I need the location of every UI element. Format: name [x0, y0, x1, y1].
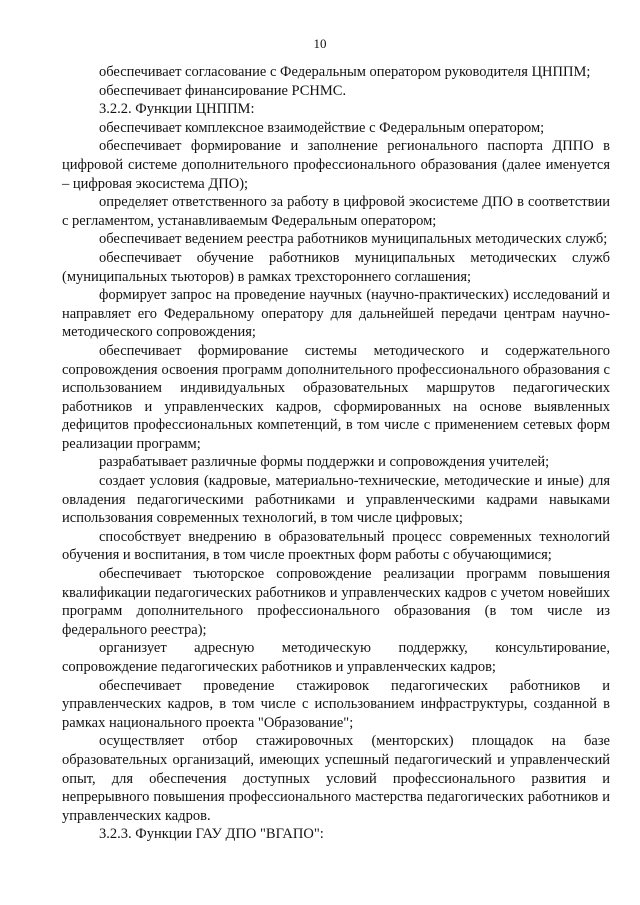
document-body	[62, 63, 610, 844]
paragraph: осуществляет отбор стажировочных (менторских) площадок на базе образовательных организаций, имеющих успешный педагогический и управленческий опыт, для обеспечения доступных условий профессионального развития и непрерывного повышения профессионального мастерства педагогических работников и управленческих кадров.	[62, 733, 610, 824]
paragraph: создает условия (кадровые, материально-технические, методические и иные) для овладения педагогическими работниками и управленческими кадрами навыками использования современных технологий, в том числе цифровых;	[62, 473, 610, 527]
paragraph: способствует внедрению в образовательный процесс современных технологий обучения и воспитания, в том числе проектных форм работы с обучающимися;	[62, 528, 610, 564]
paragraph: обеспечивает формирование и заполнение регионального паспорта ДППО в цифровой системе дополнительного профессионального образования (далее именуется – цифровая экосистема ДПО);	[62, 138, 610, 192]
section-heading: 3.2.3. Функции ГАУ ДПО "ВГАПО":	[99, 826, 324, 843]
paragraph: определяет ответственного за работу в цифровой экосистеме ДПО в соответствии с регламентом, устанавливаемым Федеральным оператором;	[62, 194, 610, 229]
paragraph: обеспечивает комплексное взаимодействие с Федеральным оператором;	[99, 119, 545, 136]
page-number: 10	[313, 36, 327, 51]
paragraph: разрабатывает различные формы поддержки и сопровождения учителей;	[99, 454, 550, 471]
section-heading: 3.2.2. Функции ЦНППМ:	[99, 101, 255, 118]
paragraph: обеспечивает финансирование РСНМС.	[99, 82, 347, 99]
paragraph: организует адресную методическую поддержку, консультирование, сопровождение педагогических работников и управленческих кадров;	[62, 640, 610, 675]
paragraph: обеспечивает проведение стажировок педагогических работников и управленческих кадров, в том числе с использованием инфраструктуры, созданной в рамках национального проекта "Образование";	[62, 677, 610, 731]
paragraph: обеспечивает обучение работников муниципальных методических служб (муниципальных тьюторов) в рамках трехстороннего соглашения;	[62, 249, 610, 285]
paragraph: обеспечивает ведением реестра работников муниципальных методических служб;	[99, 231, 608, 248]
paragraph: обеспечивает согласование с Федеральным оператором руководителя ЦНППМ;	[99, 64, 591, 80]
paragraph: обеспечивает тьюторское сопровождение реализации программ повышения квалификации педагогических работников и управленческих кадров с учетом новейших программ дополнительного профессионального образования (в том числе из федерального реестра);	[62, 566, 610, 638]
paragraph: формирует запрос на проведение научных (научно-практических) исследований и направляет его Федеральному оператору для дальнейшей передачи центрам научно-методического сопровождения;	[62, 287, 610, 341]
paragraph: обеспечивает формирование системы методического и содержательного сопровождения освоения программ дополнительного профессионального образования с использованием индивидуальных образовательных маршрутов педагогических работников и управленческих кадров, сформированных на основе выявленных дефицитов профессиональных компетенций, в том числе с применением сетевых форм реализации программ;	[62, 342, 610, 452]
